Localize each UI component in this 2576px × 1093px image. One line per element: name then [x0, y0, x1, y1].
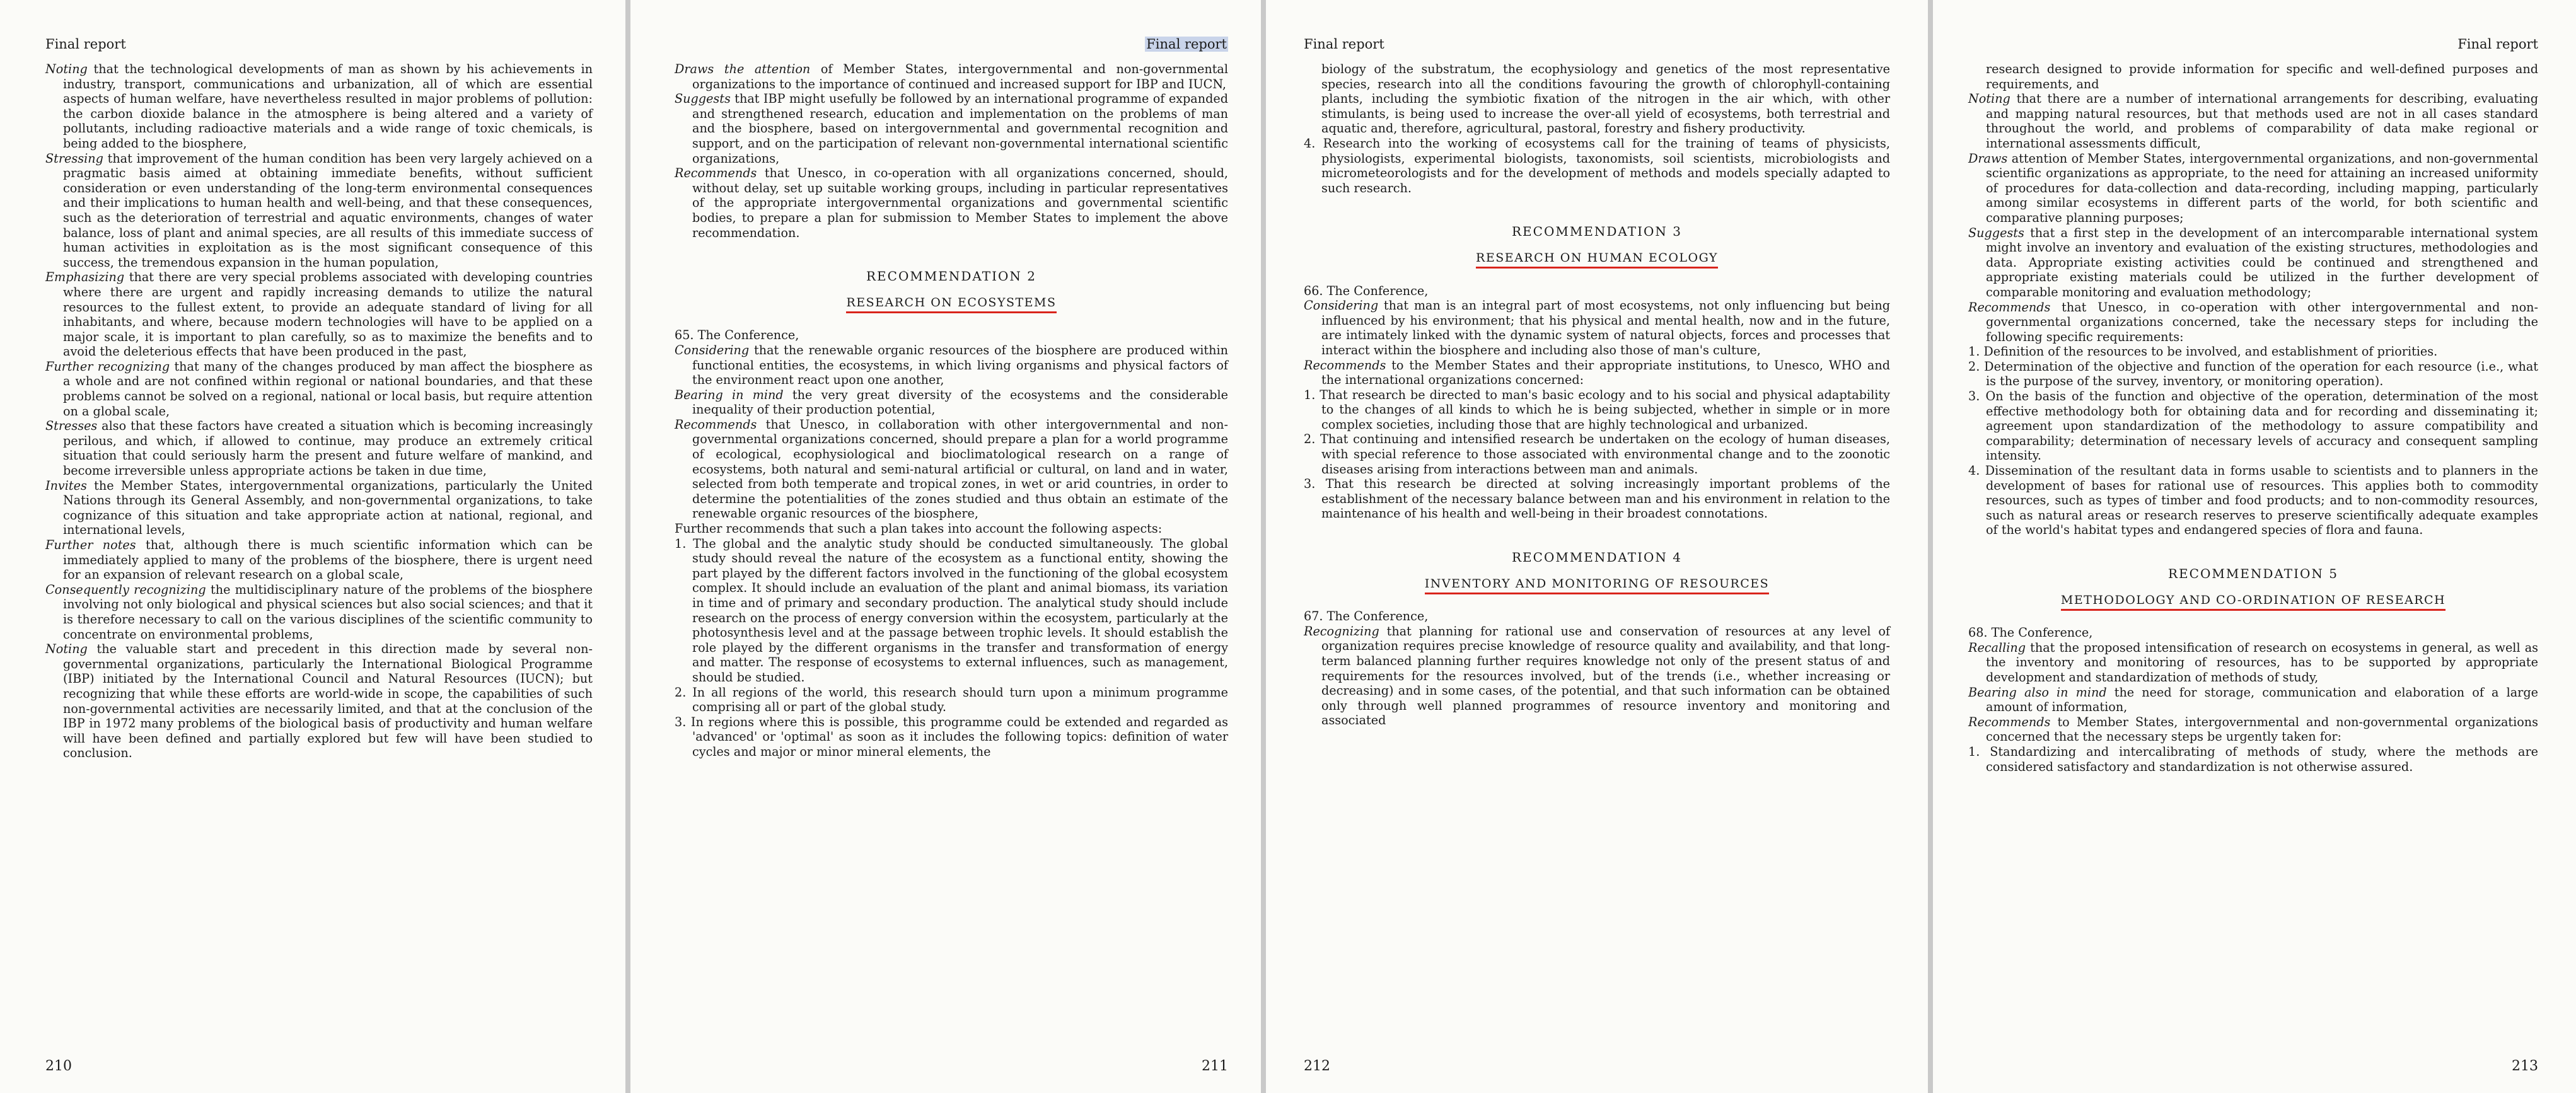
list-item: 4. Dissemination of the resultant data in forms usable to scientists and to planners in the development of bases for rational use of resources. This applies both to commodity resources, such as types of timber and food products; and to non-commodity resources, such as natural areas or research reserves to preserve scientifically adequate examples of the world's habitat types and endangered species of flora and fauna.: [1968, 463, 2538, 538]
page-number: 213: [2512, 1058, 2538, 1074]
page-body: [1968, 62, 2538, 774]
paragraph: Considering that man is an integral part of most ecosystems, not only influencing but being influenced by his environment; that his physical and mental health, now and in the future, are intimately linked with the dynamic system of natural objects, forces and processes that interact within the biosphere and including also those of man's culture,: [1304, 298, 1890, 357]
page-body: [45, 62, 593, 761]
conference-line: 65. The Conference,: [675, 328, 799, 343]
recommendation-heading: RECOMMENDATION 2: [866, 269, 1037, 284]
paragraph: Further notes that, although there is much scientific information which can be immediately applied to many of the problems of the biosphere, there is urgent need for an expansion of relevant research on a global scale,: [45, 538, 593, 582]
list-item: 3. In regions where this is possible, this programme could be extended and regarded as 'advanced' or 'optimal' as soon as it includes the following topics: definition of water cycles and major or minor mineral elements, the: [675, 714, 1228, 759]
paragraph: research designed to provide information for specific and well-defined purposes and requirements, and: [1986, 62, 2538, 91]
list-item: 1. That research be directed to man's basic ecology and to his social and physical adaptability to the changes of all kinds to which he is being subjected, whether in simple or in more complex societies, including those that are highly technological and urbanized.: [1304, 387, 1890, 432]
running-header: Final report: [1304, 37, 1384, 52]
paragraph: Stresses also that these factors have created a situation which is becoming increasingly perilous, and which, if allowed to continue, may produce an extremely critical situation that could seriously harm the present and future welfare of mankind, and become irreversible unless appropriate actions be taken in due time,: [45, 419, 593, 478]
paragraph: Noting that there are a number of international arrangements for describing, evaluating and mapping natural resources, but that methods used are not in all cases standard throughout the world, and problems of comparability of data make regional or international assessments difficult,: [1968, 91, 2538, 151]
paragraph: Suggests that IBP might usefully be followed by an international programme of expanded and strengthened research, education and implementation on the problems of man and the biosphere, based on intergovernmental and governmental recognition and support, and on the participation of relevant non-governmental international scientific organizations,: [675, 91, 1228, 166]
list-item: 1. Definition of the resources to be involved, and establishment of priorities.: [1968, 344, 2438, 359]
paragraph: Further recommends that such a plan takes into account the following aspects:: [675, 521, 1163, 536]
paragraph: Recalling that the proposed intensification of research on ecosystems in general, as well as the inventory and monitoring of resources, has to be supported by appropriate development and standardization of methods of study,: [1968, 640, 2538, 685]
paragraph: biology of the substratum, the ecophysiology and genetics of the most representative species, research into all the conditions favouring the growth of chlorophyll-containing plants, including the symbiotic fixation of the nitrogen in the air which, with other stimulants, is being used to increase the over-all yield of ecosystems, both terrestrial and aquatic and, therefore, agricultural, pastoral, forestry and fishery productivity.: [1321, 62, 1890, 136]
recommendation-heading: RECOMMENDATION 3: [1511, 224, 1683, 240]
recommendation-title: INVENTORY AND MONITORING OF RESOURCES: [1304, 577, 1890, 592]
paragraph: Recommends that Unesco, in co-operation with all organizations concerned, should, without delay, set up suitable working groups, including in particular representatives of the appropriate intergovernmental organizations and governmental scientific bodies, to prepare a plan for submission to Member States to implement the above recommendation.: [675, 166, 1228, 240]
conference-line: 67. The Conference,: [1304, 609, 1429, 624]
paragraph: Recommends to Member States, intergovernmental and non-governmental organizations concerned that the necessary steps be urgently taken for:: [1968, 714, 2538, 744]
paragraph: Recommends that Unesco, in co-operation with other intergovernmental and non-governmental organizations concerned, take the necessary steps for including the following specific requirements:: [1968, 299, 2538, 344]
paragraph: Draws attention of Member States, intergovernmental organizations, and non-governmental scientific organizations as appropriate, to the need for attaining an increased uniformity of procedures for data-collection and data-recording, including mapping, particularly among similar ecosystems in different parts of the world, for both scientific and comparative planning purposes;: [1968, 151, 2538, 225]
list-item: 2. That continuing and intensified research be undertaken on the ecology of human diseases, with special reference to those associated with environmental change and to the zoonotic diseases arising from interactions between man and animals.: [1304, 432, 1890, 477]
recommendation-heading: RECOMMENDATION 4: [1511, 550, 1683, 565]
conference-line: 66. The Conference,: [1304, 283, 1429, 298]
page-212: [1266, 0, 1928, 1093]
list-item: 3. On the basis of the function and objective of the operation, determination of the most effective methodology both for obtaining data and for recording and disseminating it; agreement upon standardization of the methodology to assure compatibility and comparability; determination of necessary levels of accuracy and consequent sampling intensity.: [1968, 389, 2538, 463]
running-header: Final report: [1146, 37, 1227, 52]
recommendation-title: METHODOLOGY AND CO-ORDINATION OF RESEARCH: [1968, 593, 2538, 608]
paragraph: Invites the Member States, intergovernmental organizations, particularly the United Nations through its General Assembly, and non-governmental organizations, to take cognizance of this situation and take appropriate action at national, regional, and international levels,: [45, 478, 593, 538]
paragraph: Bearing in mind the very great diversity of the ecosystems and the considerable inequality of their production potential,: [675, 387, 1228, 417]
recommendation-title: RESEARCH ON HUMAN ECOLOGY: [1304, 251, 1890, 266]
page-number: 211: [1202, 1058, 1228, 1074]
paragraph: Suggests that a first step in the development of an intercomparable international system might involve an inventory and evaluation of the existing structures, methodologies and data. Appropriate existing activities could be continued and strengthened and appropriate existing materials could be utilized in the further development of comparable monitoring and evaluation methodology;: [1968, 225, 2538, 299]
page-body: [675, 62, 1228, 760]
paragraph: Noting the valuable start and precedent in this direction made by several non-governmental organizations, particularly the International Biological Programme (IBP) initiated by the International Council and Natural Resources (IUCN); but recognizing that while these efforts are world-wide in scope, the capabilities of such non-governmental activities are necessarily limited, and that at the conclusion of the IBP in 1972 many problems of the biological basis of productivity and human welfare will have been defined and partially explored but few will have been studied to conclusion.: [45, 642, 593, 761]
paragraph: Recognizing that planning for rational use and conservation of resources at any level of organization requires precise knowledge of resource quality and availability, and that long-term balanced planning further requires knowledge not only of the present status of and requirements for the resources involved, but of the trends (i.e., whether increasing or decreasing) and in some cases, of the potential, and that such information can be obtained only through well planned programmes of resource inventory and monitoring and associated: [1304, 623, 1890, 728]
paragraph: Further recognizing that many of the changes produced by man affect the biosphere as a whole and are not confined within regional or national boundaries, and that these problems cannot be solved on a regional, national or local basis, but require attention on a global scale,: [45, 359, 593, 419]
paragraph: Emphasizing that there are very special problems associated with developing countries where there are urgent and rapidly increasing demands to utilize the natural resources to the fullest extent, to provide an adequate standard of living for all inhabitants, and where, because modern technologies will have to be applied on a major scale, it is important to plan carefully, so as to maximize the benefits and to avoid the deleterious effects that have been produced in the past,: [45, 270, 593, 359]
page-number: 210: [45, 1058, 72, 1074]
list-item: 1. Standardizing and intercalibrating of methods of study, where the methods are considered satisfactory and standardization is not otherwise assured.: [1968, 744, 2538, 774]
paragraph: Recommends to the Member States and their appropriate institutions, to Unesco, WHO and the international organizations concerned:: [1304, 357, 1890, 388]
page-213: [1933, 0, 2576, 1093]
conference-line: 68. The Conference,: [1968, 625, 2093, 640]
page-number: 212: [1304, 1058, 1330, 1074]
running-header: Final report: [2457, 37, 2538, 52]
paragraph: Noting that the technological developments of man as shown by his achievements in industry, transport, communications and urbanization, all of which are essential aspects of human welfare, have nevertheless resulted in major problems of pollution: the carbon dioxide balance in the atmosphere is being altered and a variety of pollutants, including radioactive materials and a wide range of toxic chemicals, is being added to the biosphere,: [45, 62, 593, 151]
list-item: 2. In all regions of the world, this research should turn upon a minimum programme comprising all or part of the global study.: [675, 685, 1228, 715]
running-header: Final report: [45, 37, 126, 52]
list-item: 4. Research into the working of ecosystems call for the training of teams of physicists, physiologists, experimental biologists, taxonomists, soil scientists, microbiologists and micrometeorologists and for the development of methods and models specially adapted to such research.: [1304, 136, 1890, 195]
page-210: [0, 0, 625, 1093]
paragraph: Recommends that Unesco, in collaboration with other intergovernmental and non-governmental organizations concerned, should prepare a plan for a world programme of ecological, ecophysiological and bioclimatological research on a range of ecosystems, both natural and semi-natural artificial or cultural, on land and in water, selected from both temperate and tropical zones, in wet or arid countries, in order to determine the potentialities of the zones studied and thus obtain an estimate of the renewable organic resources of the biosphere,: [675, 417, 1228, 521]
paragraph: Stressing that improvement of the human condition has been very largely achieved on a pragmatic basis aimed at obtaining immediate benefits, without sufficient consideration or even understanding of the long-term environmental consequences and their implications to human health and well-being, and that these consequences, such as the deterioration of terrestrial and aquatic environments, changes of water balance, loss of plant and animal species, are all results of this immediate success of human activities in exploitation as is the most significant consequence of this success, the tremendous expansion in the human population,: [45, 151, 593, 270]
list-item: 1. The global and the analytic study should be conducted simultaneously. The global study should reveal the nature of the ecosystem as a functional entity, showing the part played by the different factors involved in the functioning of the global ecosystem complex. It should include an evaluation of the plant and animal biomass, its variation in time and of primary and secondary production. The analytical study should include research on the process of energy conversion within the ecosystem, particularly at the photosynthesis level and at the passage between trophic levels. It should establish the role played by the different organisms in the transfer and transformation of energy and matter. The response of ecosystems to external influences, such as management, should be studied.: [675, 536, 1228, 685]
page-211: [630, 0, 1261, 1093]
recommendation-heading: RECOMMENDATION 5: [2167, 566, 2339, 581]
paragraph: Draws the attention of Member States, intergovernmental and non-governmental organizations to the importance of continued and increased support for IBP and IUCN,: [675, 62, 1228, 91]
paragraph: Consequently recognizing the multidisciplinary nature of the problems of the biosphere involving not only biological and physical sciences but also social sciences; and that it is therefore necessary to call on the various disciplines of the scientific community to concentrate on environmental problems,: [45, 582, 593, 642]
list-item: 3. That this research be directed at solving increasingly important problems of the establishment of the necessary balance between man and his environment in relation to the maintenance of his health and well-being in their broadest connotations.: [1304, 477, 1890, 521]
paragraph: Bearing also in mind the need for storage, communication and elaboration of a large amount of information,: [1968, 685, 2538, 715]
page-body: [1304, 62, 1890, 728]
recommendation-title: RESEARCH ON ECOSYSTEMS: [675, 296, 1228, 311]
list-item: 2. Determination of the objective and function of the operation for each resource (i.e., what is the purpose of the survey, inventory, or monitoring operation).: [1968, 359, 2538, 389]
paragraph: Considering that the renewable organic resources of the biosphere are produced within functional entities, the ecosystems, in which living organisms and physical factors of the environment react upon one another,: [675, 342, 1228, 388]
